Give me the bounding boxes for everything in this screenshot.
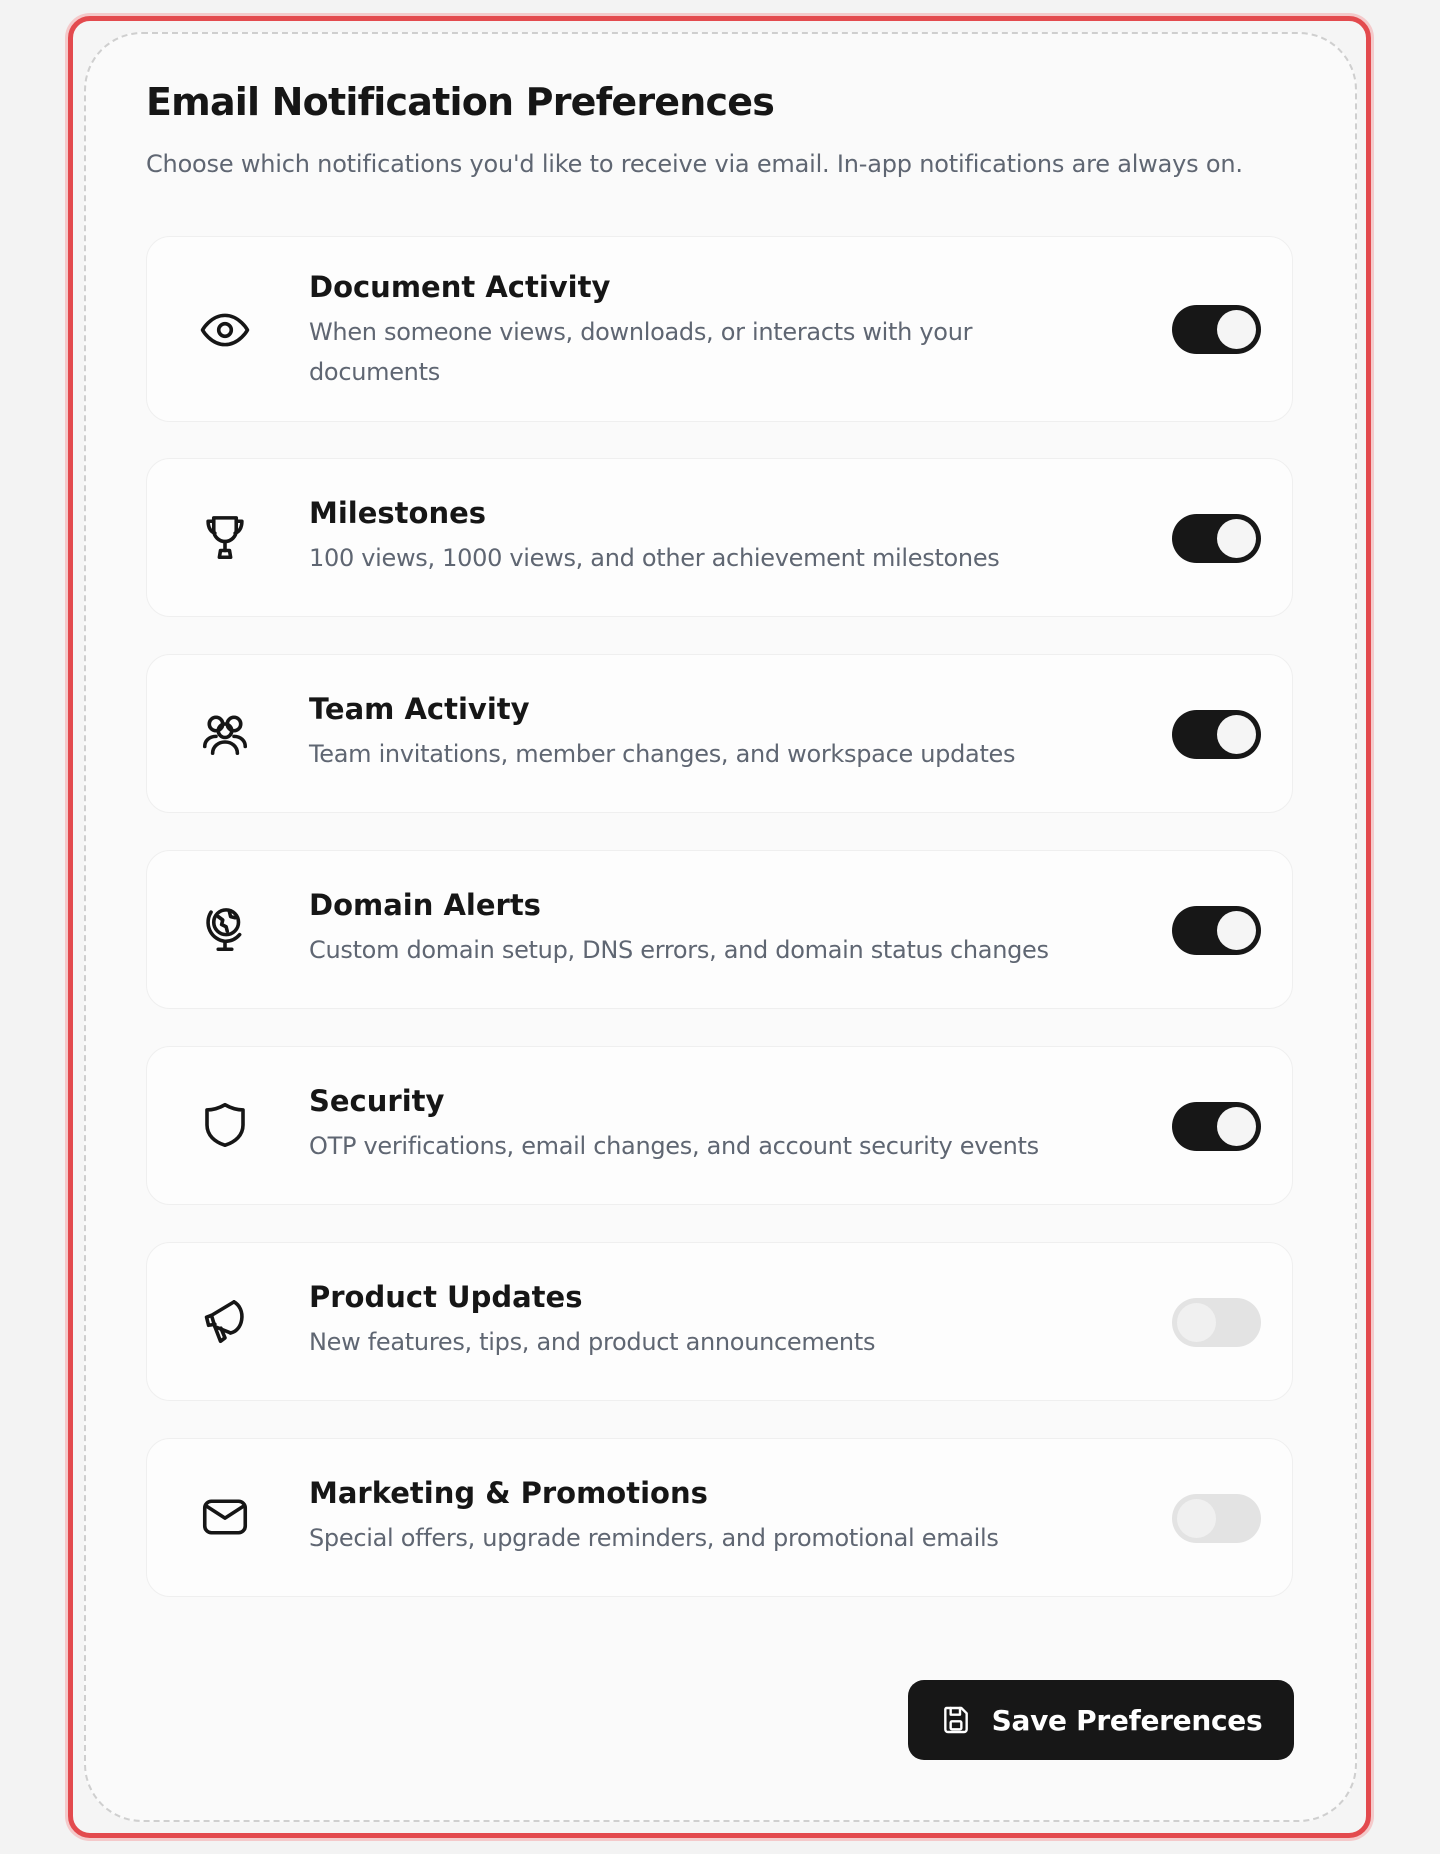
page-title: Email Notification Preferences	[146, 80, 775, 124]
trophy-icon	[197, 509, 253, 565]
mail-icon	[197, 1489, 253, 1545]
security-toggle[interactable]	[1172, 1102, 1261, 1151]
toggle-knob	[1177, 1303, 1216, 1342]
preference-title: Milestones	[309, 496, 487, 530]
save-icon	[940, 1704, 972, 1736]
preference-title: Document Activity	[309, 270, 611, 304]
preference-description: New features, tips, and product announcements	[309, 1328, 876, 1356]
eye-icon	[197, 302, 253, 358]
toggle-knob	[1217, 1107, 1256, 1146]
preference-description: 100 views, 1000 views, and other achievement milestones	[309, 544, 1000, 572]
toggle-knob	[1217, 310, 1256, 349]
domain-alerts-toggle[interactable]	[1172, 906, 1261, 955]
megaphone-icon	[197, 1293, 253, 1349]
preference-row-team-activity	[146, 654, 1293, 813]
globe-icon	[197, 901, 253, 957]
page-subtitle: Choose which notifications you'd like to receive via email. In-app notifications are always on.	[146, 150, 1243, 178]
toggle-knob	[1217, 519, 1256, 558]
preference-row-milestones	[146, 458, 1293, 617]
preference-description: When someone views, downloads, or interacts with your documents	[309, 318, 973, 386]
preference-description: Custom domain setup, DNS errors, and domain status changes	[309, 936, 1049, 964]
preference-description: Team invitations, member changes, and workspace updates	[309, 740, 1016, 768]
preference-title: Domain Alerts	[309, 888, 541, 922]
team-activity-toggle[interactable]	[1172, 710, 1261, 759]
document-activity-toggle[interactable]	[1172, 305, 1261, 354]
toggle-knob	[1217, 715, 1256, 754]
preference-title: Product Updates	[309, 1280, 583, 1314]
preference-description: Special offers, upgrade reminders, and promotional emails	[309, 1524, 999, 1552]
preference-row-security	[146, 1046, 1293, 1205]
save-preferences-button[interactable]	[908, 1680, 1294, 1760]
toggle-knob	[1177, 1499, 1216, 1538]
shield-icon	[197, 1097, 253, 1153]
milestones-toggle[interactable]	[1172, 514, 1261, 563]
preference-title: Security	[309, 1084, 445, 1118]
marketing-promotions-toggle[interactable]	[1172, 1494, 1261, 1543]
preference-row-document-activity	[146, 236, 1293, 422]
users-icon	[197, 705, 253, 761]
preference-row-marketing-promotions	[146, 1438, 1293, 1597]
preference-title: Marketing & Promotions	[309, 1476, 708, 1510]
toggle-knob	[1217, 911, 1256, 950]
product-updates-toggle[interactable]	[1172, 1298, 1261, 1347]
preference-title: Team Activity	[309, 692, 530, 726]
preference-row-domain-alerts	[146, 850, 1293, 1009]
preference-description: OTP verifications, email changes, and account security events	[309, 1132, 1039, 1160]
save-button-label: Save Preferences	[991, 1703, 1263, 1737]
preference-row-product-updates	[146, 1242, 1293, 1401]
